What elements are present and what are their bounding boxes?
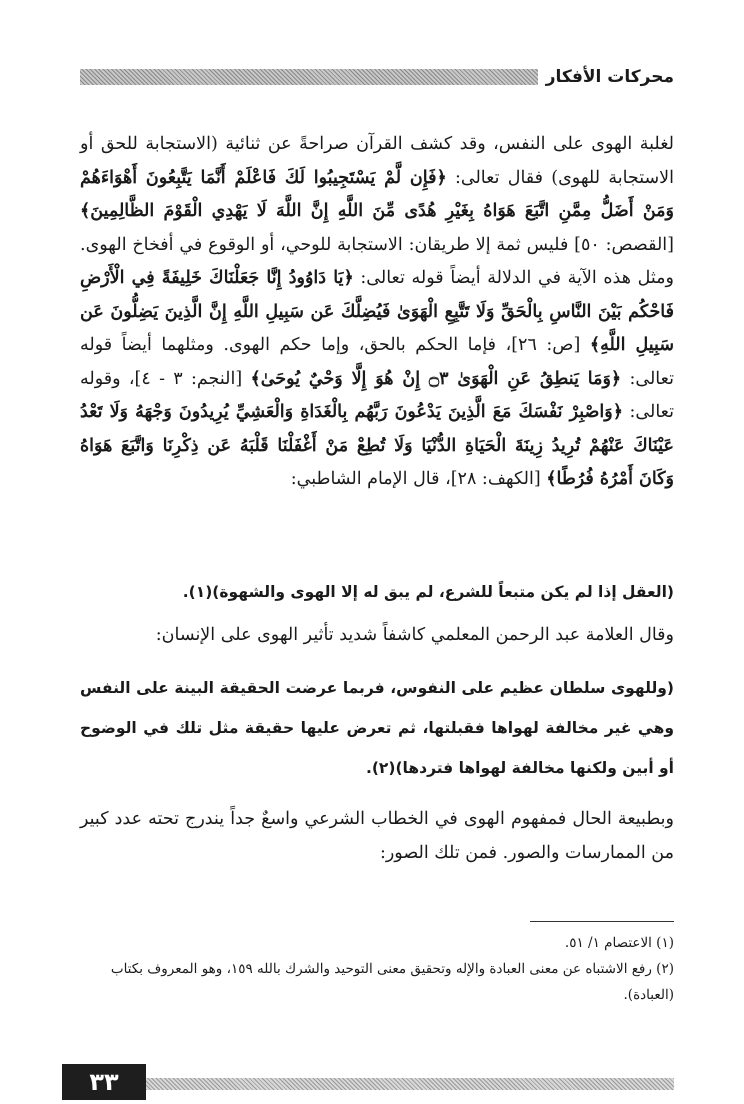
running-header xyxy=(80,66,674,88)
quote-shatibi: (العقل إذا لم يكن متبعاً للشرع، لم يبق له إلا الهوى والشهوة)(١). xyxy=(182,583,674,601)
quote-muallimi: (وللهوى سلطان عظيم على النفوس، فربما عرضت الحقيقة البينة على النفس وهي غير مخالفة لهواها فقبلتها، ثم تعرض عليها حقيقة مثل تلك في الوضوح أو أبين ولكنها مخالفة لهواها فتردها)(٢). xyxy=(80,679,674,777)
main-paragraph xyxy=(80,128,674,497)
paragraph-muallimi-intro: وقال العلامة عبد الرحمن المعلمي كاشفاً شديد تأثير الهوى على الإنسان: xyxy=(155,625,674,645)
header-decorative-band xyxy=(80,69,538,85)
footnote-divider xyxy=(530,921,674,922)
text-segment: [ص: ٢٦]، فإما الحكم بالحق، وإما حكم الهوى. ومثلهما أيضاً قوله تعالى: xyxy=(80,335,674,389)
quran-verse-sad: ﴿يَا دَاوُودُ إِنَّا جَعَلْنَاكَ خَلِيفَةً فِي الْأَرْضِ فَاحْكُم بَيْنَ النَّاسِ بِالْحَقِّ وَلَا تَتَّبِعِ الْهَوَىٰ فَيُضِلَّكَ عَن سَبِيلِ اللَّهِ إِنَّ الَّذِينَ يَضِلُّونَ عَن سَبِيلِ اللَّهِ﴾ xyxy=(80,268,674,355)
running-header-title: محركات الأفكار xyxy=(545,67,674,87)
page-number: ٣٣ xyxy=(62,1064,146,1100)
paragraph-hawa-concept: وبطبيعة الحال فمفهوم الهوى في الخطاب الشرعي واسعٌ جداً يندرج تحته عدد كبير من الممارسات والصور. فمن تلك الصور: xyxy=(80,809,674,863)
quran-verse-kahf: ﴿وَاصْبِرْ نَفْسَكَ مَعَ الَّذِينَ يَدْعُونَ رَبَّهُم بِالْغَدَاةِ وَالْعَشِيِّ يُرِيدُونَ وَجْهَهُ وَلَا تَعْدُ عَيْنَاكَ عَنْهُمْ تُرِيدُ زِينَةَ الْحَيَاةِ الدُّنْيَا وَلَا تُطِعْ مَنْ أَغْفَلْنَا قَلْبَهُ عَن ذِكْرِنَا وَاتَّبَعَ هَوَاهُ وَكَانَ أَمْرُهُ فُرُطًا﴾ xyxy=(80,402,674,489)
text-segment: [الكهف: ٢٨]، قال الإمام الشاطبي: xyxy=(290,469,547,489)
text-segment: لغلبة الهوى على النفس، وقد كشف القرآن صراحةً عن ثنائية (الاستجابة للحق أو الاستجابة للهوى) فقال تعالى: xyxy=(80,134,674,188)
footer-decorative-band xyxy=(146,1078,674,1090)
quran-verse-najm: ﴿وَمَا يَنطِقُ عَنِ الْهَوَىٰ ۝٣ إِنْ هُوَ إِلَّا وَحْيٌ يُوحَىٰ﴾ xyxy=(250,368,622,389)
footnote-1: (١) الاعتصام ١/ ٥١. xyxy=(564,935,674,951)
text-segment: [القصص: ٥٠] فليس ثمة إلا طريقان: الاستجابة للوحي، أو الوقوع في أفخاخ الهوى. ومثل هذه الآية في الدلالة أيضاً قوله تعالى: xyxy=(80,234,674,288)
footnotes xyxy=(80,930,674,1008)
text-segment: [النجم: ٣ - ٤]، وقوله تعالى: xyxy=(80,368,674,422)
footnote-2: (٢) رفع الاشتباه عن معنى العبادة والإله وتحقيق معنى التوحيد والشرك بالله ١٥٩، وهو المعروف بكتاب (العبادة). xyxy=(110,961,674,1003)
paragraph-hawa-duality xyxy=(80,128,674,497)
quran-verse-qasas: ﴿فَإِن لَّمْ يَسْتَجِيبُوا لَكَ فَاعْلَمْ أَنَّمَا يَتَّبِعُونَ أَهْوَاءَهُمْ وَمَنْ أَضَلُّ مِمَّنِ اتَّبَعَ هَوَاهُ بِغَيْرِ هُدًى مِّنَ اللَّهِ إِنَّ اللَّهَ لَا يَهْدِي الْقَوْمَ الظَّالِمِينَ﴾ xyxy=(80,167,674,221)
